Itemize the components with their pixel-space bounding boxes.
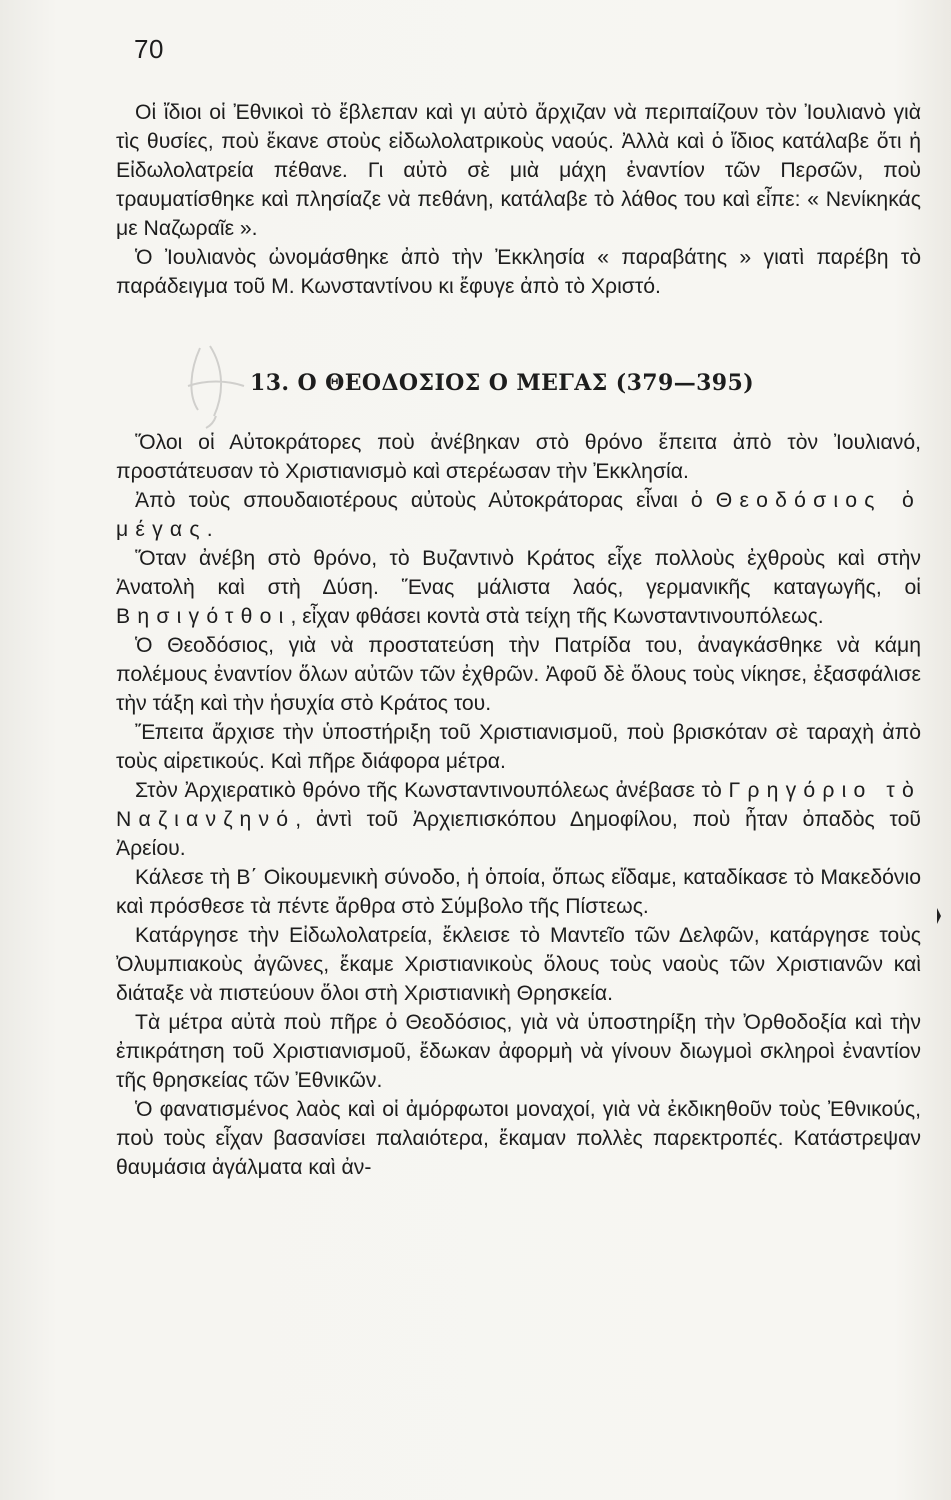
emphasized-name: Βησιγότθοι [116, 605, 291, 628]
paragraph: Ἔπειτα ἄρχισε τὴν ὑποστήριξη τοῦ Χριστιανισμοῦ, ποὺ βρισκόταν σὲ ταραχὴ ἀπὸ τοὺς αἱρετικούς. Καὶ πῆρε διάφορα μέτρα. [116, 721, 921, 773]
paragraph: Οἱ ἴδιοι οἱ Ἐθνικοὶ τὸ ἔβλεπαν καὶ γι αὐτὸ ἄρχιζαν νὰ περιπαίζουν τὸν Ἰουλιανὸ γιὰ τὶς θυσίες, ποὺ ἔκανε στοὺς εἰδωλολατρικοὺς ναούς. Ἀλλὰ καὶ ὁ ἴδιος κατάλαβε ὅτι ἡ Εἰδωλολατρεία πέθανε. Γι αὐτὸ σὲ μιὰ μάχη ἐναντίον τῶν Περσῶν, ποὺ τραυματίσθηκε καὶ πλησίαζε νὰ πεθάνη, κατάλαβε τὸ λάθος του καὶ εἶπε: « Νενίκηκάς με Ναζωραῖε ». [116, 101, 921, 240]
library-stamp-mark [180, 340, 252, 430]
margin-mark [935, 908, 943, 924]
section-heading: 13. Ο ΘΕΟΔΟΣΙΟΣ Ο ΜΕΓΑΣ (379—395) [250, 370, 755, 396]
paragraph: Ὁ Θεοδόσιος, γιὰ νὰ προστατεύση τὴν Πατρίδα του, ἀναγκάσθηκε νὰ κάμη πολέμους ἐναντίον ὅλων αὐτῶν τῶν ἐχθρῶν. Ἀφοῦ δὲ ὅλους τοὺς νίκησε, ἐξασφάλισε τὴν τάξη καὶ τὴν ἡσυχία στὸ Κράτος του. [116, 634, 921, 715]
section-text [116, 428, 921, 1182]
paragraph: Κάλεσε τὴ Β΄ Οἰκουμενικὴ σύνοδο, ἡ ὁποία, ὅπως εἴδαμε, καταδίκασε τὸ Μακεδόνιο καὶ πρόσθεσε τὰ πέντε ἄρθρα στὸ Σύμβολο τῆς Πίστεως. [116, 866, 921, 918]
paragraph: Ὁ Ἰουλιανὸς ὠνομάσθηκε ἀπὸ τὴν Ἐκκλησία « παραβάτης » γιατὶ παρέβη τὸ παράδειγμα τοῦ Μ. Κωνσταντίνου κι ἔφυγε ἀπὸ τὸ Χριστό. [116, 246, 921, 298]
paragraph: Ὅταν ἀνέβη στὸ θρόνο, τὸ Βυζαντινὸ Κράτος εἶχε πολλοὺς ἐχθροὺς καὶ στὴν Ἀνατολὴ καὶ στὴ Δύση. Ἕνας μάλιστα λαός, γερμανικῆς καταγωγῆς, οἱ Βησιγότθοι, εἶχαν φθάσει κοντὰ στὰ τείχη τῆς Κωνσταντινουπόλεως. [116, 547, 921, 628]
page-number: 70 [134, 34, 164, 64]
paragraph: Ἀπὸ τοὺς σπουδαιοτέρους αὐτοὺς Αὐτοκράτορας εἶναι ὁ Θεοδόσιος ὁ μέγας. [116, 489, 921, 541]
paragraph: Τὰ μέτρα αὐτὰ ποὺ πῆρε ὁ Θεοδόσιος, γιὰ νὰ ὑποστηρίξη τὴν Ὀρθοδοξία καὶ τὴν ἐπικράτηση τοῦ Χριστιανισμοῦ, ἔδωκαν ἀφορμὴ νὰ γίνουν διωγμοὶ σκληροὶ ἐναντίον τῆς θρησκείας τῶν Ἐθνικῶν. [116, 1011, 921, 1092]
paragraph: Ὁ φανατισμένος λαὸς καὶ οἱ ἀμόρφωτοι μοναχοί, γιὰ νὰ ἐκδικηθοῦν τοὺς Ἐθνικούς, ποὺ τοὺς εἶχαν βασανίσει παλαιότερα, ἔκαμαν πολλὲς παρεκτροπές. Κατάστρεψαν θαυμάσια ἀγάλματα καὶ ἀν- [116, 1098, 921, 1179]
paragraph: Στὸν Ἀρχιερατικὸ θρόνο τῆς Κωνσταντινουπόλεως ἀνέβασε τὸ Γρηγόριο τὸ Ναζιανζηνό, ἀντὶ τοῦ Ἀρχιεπισκόπου Δημοφίλου, ποὺ ἦταν ὀπαδὸς τοῦ Ἀρείου. [116, 779, 921, 860]
paragraph: Κατάργησε τὴν Εἰδωλολατρεία, ἔκλεισε τὸ Μαντεῖο τῶν Δελφῶν, κατάργησε τοὺς Ὀλυμπιακοὺς ἀγῶνες, ἔκαμε Χριστιανικοὺς ὅλους τοὺς ναοὺς τῶν Χριστιανῶν καὶ διάταξε νὰ πιστεύουν ὅλοι στὴ Χριστιανικὴ Θρησκεία. [116, 924, 921, 1005]
emphasized-name: Γρηγόριο τὸ Ναζιανζηνό [116, 779, 921, 831]
paragraph: Ὅλοι οἱ Αὐτοκράτορες ποὺ ἀνέβηκαν στὸ θρόνο ἔπειτα ἀπὸ τὸν Ἰουλιανό, προστάτευσαν τὸ Χριστιανισμὸ καὶ στερέωσαν τὴν Ἐκκλησία. [116, 431, 921, 483]
emphasized-name: Θεοδόσιος ὁ μέγας [116, 489, 921, 541]
intro-text [116, 98, 921, 301]
